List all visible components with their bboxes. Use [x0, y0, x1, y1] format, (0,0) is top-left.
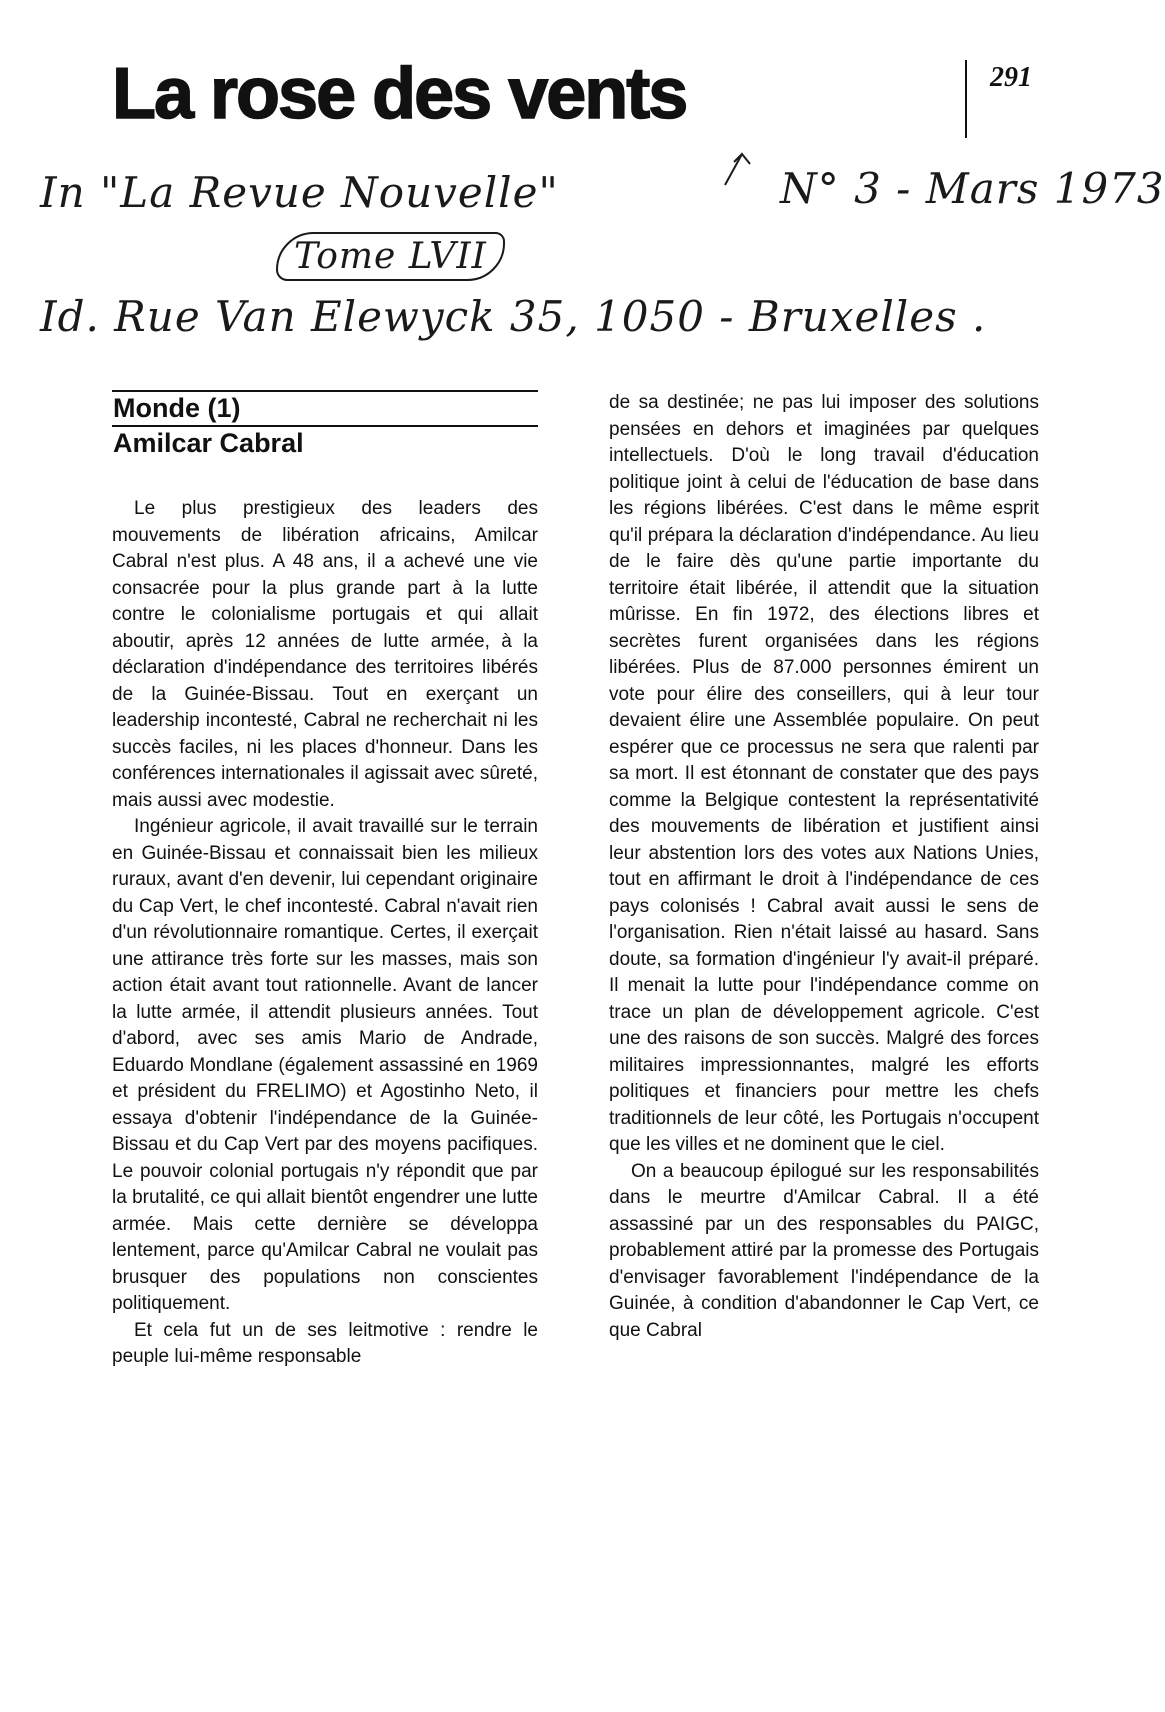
section-divider-mid [112, 425, 538, 427]
paragraph: Le plus prestigieux des leaders des mouvements de libération africains, Amilcar Cabral n'est plus. A 48 ans, il a achevé une vie consacrée pour la plus grande part à la lutte contre le colonialisme portugais et qui allait aboutir, après 12 années de lutte armée, à la déclaration d'indépendance des territoires libérés de la Guinée-Bissau. Tout en exerçant un leadership incontesté, Cabral ne recherchait ni les succès faciles, ni les places d'honneur. Dans les conférences internationales il agissait avec sûreté, mais aussi avec modestie. [112, 498, 538, 811]
paragraph: de sa destinée; ne pas lui imposer des solutions pensées en dehors et imaginées par quelques intellectuels. D'où le long travail d'éducation politique joint à celui de l'éducation de base dans les régions libérées. C'est dans le même esprit qu'il prépara la déclaration d'indépendance. Au lieu de le faire dès qu'une partie importante du territoire était libérée, il attendit que la situation mûrisse. En fin 1972, des élections libres et secrètes furent organisées dans les régions libérées. Plus de 87.000 personnes émirent un vote pour élire des conseillers, qui à leur tour devaient élire une Assemblée populaire. On peut espérer que ce processus ne sera que ralenti par sa mort. Il est étonnant de constater que des pays comme la Belgique contestent la représentativité des mouvements de libération et justifient ainsi leur abstention lors des votes aux Nations Unies, tout en affirmant le droit à l'indépendance de ces pays colonisés ! Cabral avait aussi le sens de l'organisation. Rien n'était laissé au hasard. Sans doute, sa formation d'ingénieur l'y avait-il préparé. Il menait la lutte pour l'indépendance comme on trace un plan de développement agricole. C'est une des raisons de son succès. Malgré des forces militaires impressionnantes, malgré les efforts politiques et financiers pour mettre les chefs traditionnels de leur côté, les Portugais n'occupent que les villes et ne dominent que le ciel. [609, 392, 1039, 1155]
article-column-right [609, 390, 1039, 1344]
page-title: La rose des vents [112, 54, 687, 134]
page-number: 291 [990, 62, 1032, 93]
handwritten-issue: N° 3 - Mars 1973 [780, 164, 1165, 213]
section-heading: Monde (1) [113, 393, 241, 423]
handwritten-arrow-mark [720, 150, 780, 190]
article-column-left [112, 496, 538, 1371]
paragraph: Et cela fut un de ses leitmotive : rendre le peuple lui-même responsable [112, 1319, 538, 1367]
handwritten-address: Id. Rue Van Elewyck 35, 1050 - Bruxelles . [40, 292, 987, 341]
section-divider-top [112, 390, 538, 392]
header-divider [965, 60, 967, 138]
paragraph: Ingénieur agricole, il avait travaillé sur le terrain en Guinée-Bissau et connaissait bien les milieux ruraux, avant d'en devenir, lui cependant originaire du Cap Vert, le chef incontesté. Cabral n'avait rien d'un révolutionnaire romantique. Certes, il exerçait une attirance très forte sur les masses, mais son action était avant tout rationnelle. Avant de lancer la lutte armée, il attendit plusieurs années. Tout d'abord, avec ses amis Mario de Andrade, Eduardo Mondlane (également assassiné en 1969 et président du FRELIMO) et Agostinho Neto, il essaya d'obtenir l'indépendance de la Guinée-Bissau et du Cap Vert par des moyens pacifiques. Le pouvoir colonial portugais n'y répondit que par la brutalité, ce qui allait bientôt engendrer une lutte armée. Mais cette dernière se développa lentement, parce qu'Amilcar Cabral ne voulait pas brusquer des populations non conscientes politiquement. [112, 816, 538, 1314]
handwritten-source: In "La Revue Nouvelle" [40, 168, 559, 217]
article-subject: Amilcar Cabral [113, 428, 304, 458]
handwritten-tome: Tome LVII [276, 232, 505, 281]
paragraph: On a beaucoup épilogué sur les responsabilités dans le meurtre d'Amilcar Cabral. Il a été assassiné par un des responsables du PAIGC, probablement attiré par la promesse des Portugais d'envisager favorablement l'indépendance de la Guinée, à condition d'abandonner le Cap Vert, ce que Cabral [609, 1160, 1039, 1341]
